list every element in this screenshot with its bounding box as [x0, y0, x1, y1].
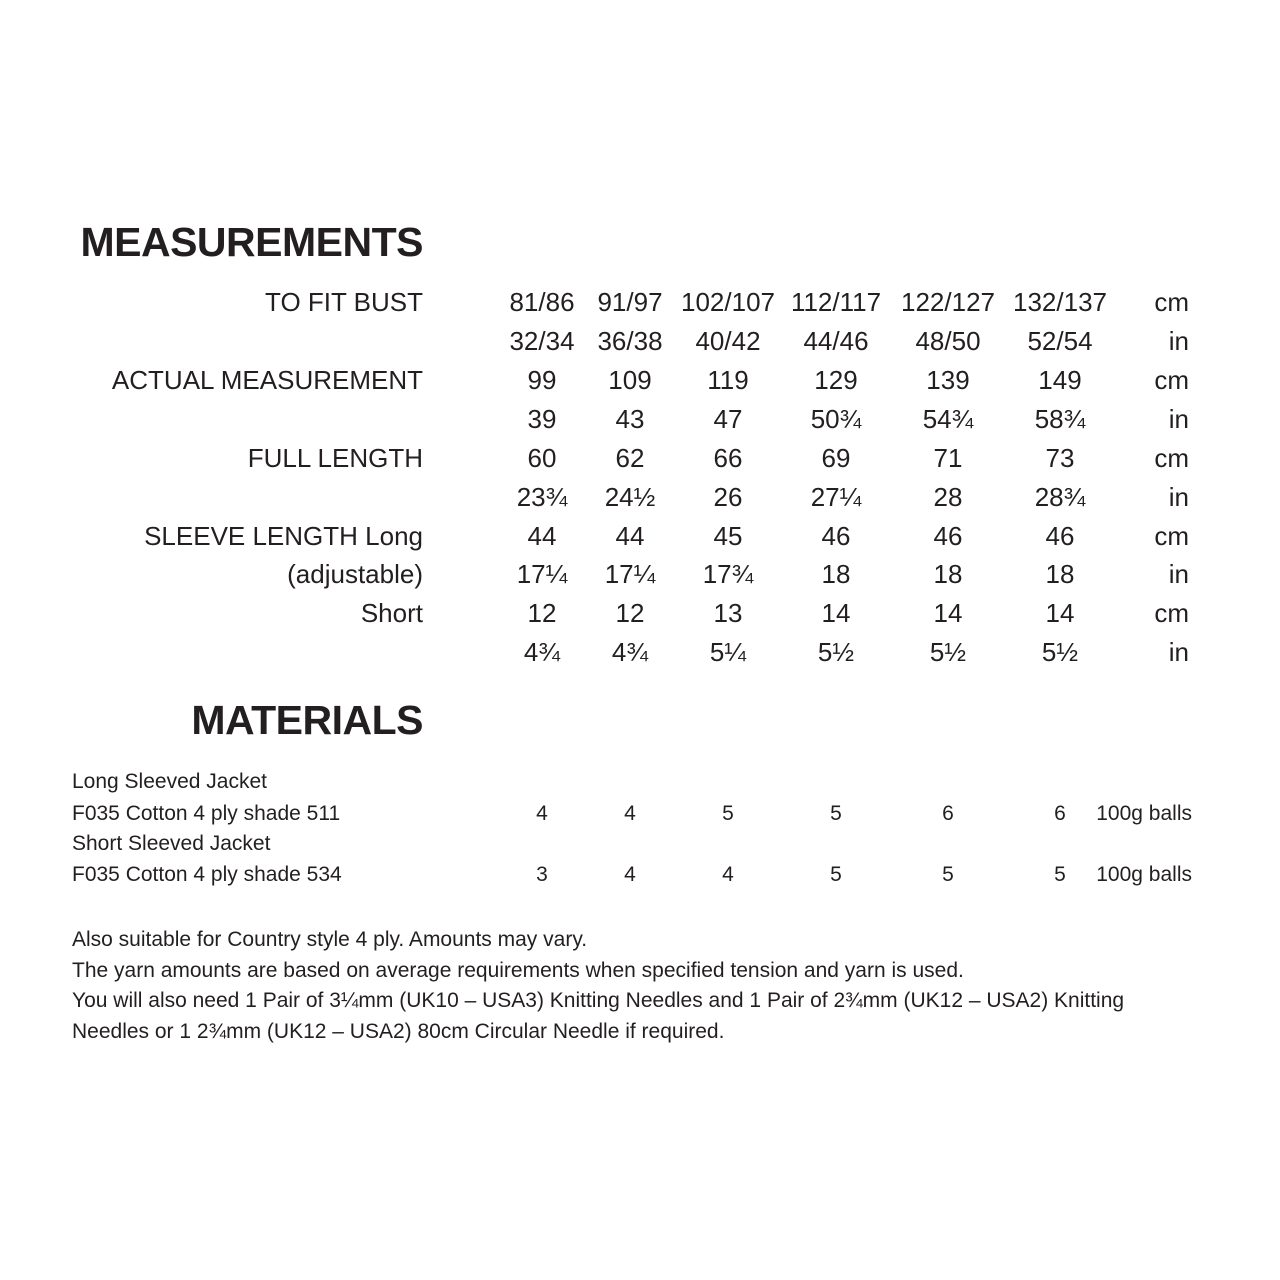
table-row	[0, 361, 1280, 399]
value-cell: 17¼	[516, 559, 568, 589]
value-cell: 40/42	[695, 326, 761, 356]
value-cell: 5	[942, 863, 954, 886]
unit-label: cm	[1154, 598, 1189, 628]
unit-label: in	[1168, 637, 1189, 667]
value-cell: 52/54	[1027, 326, 1093, 356]
row-label: SLEEVE LENGTH Long	[144, 521, 423, 551]
value-cell: 91/97	[597, 287, 663, 317]
note-line: Needles or 1 2¾mm (UK12 – USA2) 80cm Circular Needle if required.	[72, 1019, 725, 1043]
note-line: Also suitable for Country style 4 ply. Amounts may vary.	[72, 928, 588, 951]
table-row	[0, 594, 1280, 632]
value-cell: 3	[536, 863, 548, 886]
value-cell: 17¼	[604, 559, 656, 589]
value-cell: 18	[933, 559, 963, 589]
value-cell: 44/46	[803, 326, 869, 356]
value-cell: 109	[608, 365, 652, 395]
value-cell: 12	[615, 598, 645, 628]
value-cell: 17¾	[702, 559, 754, 589]
value-cell: 6	[1054, 802, 1066, 825]
value-cell: 60	[527, 443, 557, 473]
table-row	[0, 517, 1280, 555]
table-row	[0, 767, 1280, 797]
value-cell: 14	[1045, 598, 1075, 628]
value-cell: 18	[821, 559, 851, 589]
table-row	[0, 439, 1280, 477]
value-cell: 62	[615, 443, 645, 473]
table-row	[0, 633, 1280, 671]
unit-label: in	[1168, 482, 1189, 512]
value-cell: 5½	[1041, 637, 1079, 667]
materials-heading: MATERIALS	[191, 697, 423, 743]
value-cell: 129	[814, 365, 858, 395]
material-label: Short Sleeved Jacket	[72, 832, 271, 855]
material-label: F035 Cotton 4 ply shade 534	[72, 863, 342, 886]
table-row	[0, 478, 1280, 516]
table-row	[0, 322, 1280, 360]
value-cell: 44	[527, 521, 557, 551]
value-cell: 12	[527, 598, 557, 628]
value-cell: 112/117	[790, 287, 882, 317]
unit-label: cm	[1154, 365, 1189, 395]
note-line: You will also need 1 Pair of 3¼mm (UK10 – USA3) Knitting Needles and 1 Pair of 2¾mm (UK12 – USA2) Knitting	[72, 989, 1125, 1012]
value-cell: 5¼	[709, 637, 747, 667]
value-cell: 36/38	[597, 326, 663, 356]
table-row	[0, 400, 1280, 438]
value-cell: 23¾	[516, 482, 568, 512]
row-label: (adjustable)	[287, 559, 423, 589]
value-cell: 46	[1045, 521, 1075, 551]
row-label: TO FIT BUST	[265, 287, 423, 317]
value-cell: 48/50	[915, 326, 981, 356]
value-cell: 46	[933, 521, 963, 551]
value-cell: 4¾	[523, 637, 561, 667]
value-cell: 5	[830, 802, 842, 825]
value-cell: 27¼	[810, 482, 862, 512]
value-cell: 5	[830, 863, 842, 886]
value-cell: 132/137	[1013, 287, 1107, 317]
material-label: F035 Cotton 4 ply shade 511	[72, 802, 341, 825]
measurements-heading: MEASUREMENTS	[80, 219, 423, 265]
value-cell: 26	[713, 482, 743, 512]
table-row	[0, 283, 1280, 321]
value-cell: 45	[713, 521, 743, 551]
value-cell: 28¾	[1034, 482, 1086, 512]
value-cell: 122/127	[901, 287, 995, 317]
value-cell: 43	[615, 404, 645, 434]
note-line: The yarn amounts are based on average requirements when specified tension and yarn is used.	[72, 958, 964, 982]
table-row	[0, 829, 1280, 859]
value-cell: 5½	[929, 637, 967, 667]
material-label: Long Sleeved Jacket	[72, 770, 267, 793]
unit-label: in	[1168, 559, 1189, 589]
materials-notes	[72, 925, 1212, 1047]
value-cell: 119	[707, 365, 749, 395]
value-cell: 4	[536, 802, 548, 825]
value-cell: 73	[1045, 443, 1075, 473]
row-label: Short	[360, 598, 423, 628]
value-cell: 14	[933, 598, 963, 628]
value-cell: 81/86	[509, 287, 575, 317]
value-cell: 69	[821, 443, 851, 473]
unit-label: cm	[1154, 521, 1189, 551]
value-cell: 47	[713, 404, 743, 434]
unit-label: cm	[1154, 443, 1189, 473]
value-cell: 13	[713, 598, 743, 628]
value-cell: 139	[926, 365, 970, 395]
value-cell: 71	[933, 443, 963, 473]
value-cell: 5	[1054, 863, 1066, 886]
value-cell: 54¾	[922, 404, 974, 434]
row-label: FULL LENGTH	[247, 443, 423, 473]
unit-label: in	[1168, 404, 1189, 434]
value-cell: 5½	[817, 637, 855, 667]
value-cell: 58¾	[1034, 404, 1086, 434]
row-label: ACTUAL MEASUREMENT	[111, 365, 423, 395]
value-cell: 6	[942, 802, 954, 825]
value-cell: 4	[624, 802, 636, 825]
value-cell: 66	[713, 443, 743, 473]
unit-label: 100g balls	[1096, 802, 1192, 825]
value-cell: 18	[1045, 559, 1075, 589]
table-row	[0, 799, 1280, 829]
table-row	[0, 555, 1280, 593]
value-cell: 4¾	[611, 637, 649, 667]
value-cell: 149	[1038, 365, 1082, 395]
value-cell: 46	[821, 521, 851, 551]
value-cell: 14	[821, 598, 851, 628]
value-cell: 44	[615, 521, 645, 551]
value-cell: 24½	[604, 482, 656, 512]
value-cell: 28	[933, 482, 963, 512]
value-cell: 4	[722, 863, 734, 886]
value-cell: 5	[722, 802, 734, 825]
value-cell: 99	[527, 365, 557, 395]
value-cell: 32/34	[509, 326, 575, 356]
value-cell: 4	[624, 863, 636, 886]
value-cell: 50¾	[810, 404, 862, 434]
unit-label: cm	[1154, 287, 1189, 317]
unit-label: 100g balls	[1096, 863, 1192, 886]
unit-label: in	[1168, 326, 1189, 356]
value-cell: 39	[527, 404, 557, 434]
value-cell: 102/107	[681, 287, 775, 317]
table-row	[0, 860, 1280, 890]
